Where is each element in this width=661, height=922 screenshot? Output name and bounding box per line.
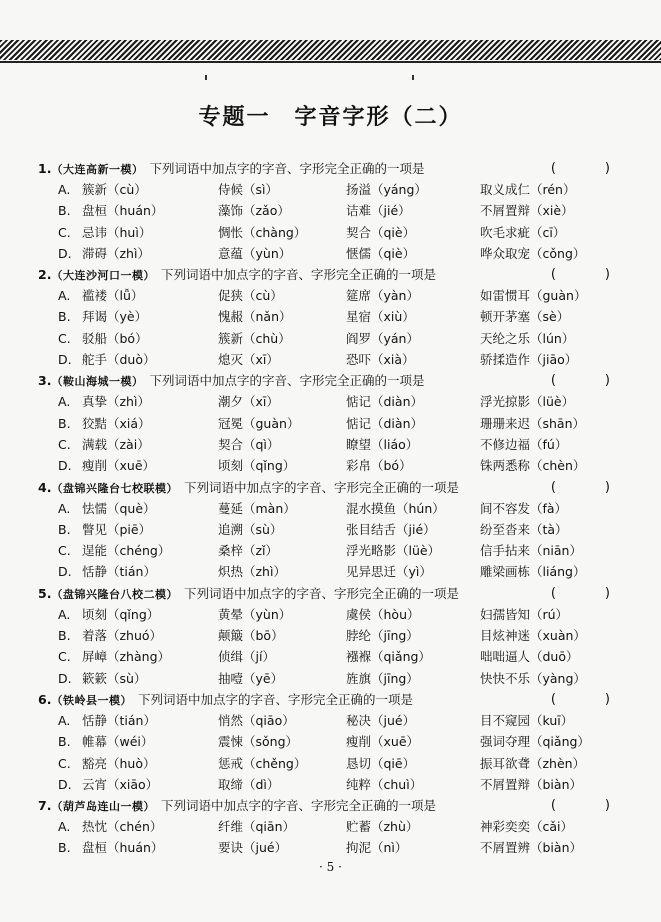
word-item: 诘难（jié） <box>346 203 411 219</box>
word-item: 蔓延（màn） <box>218 500 296 516</box>
option-label: B. <box>58 521 71 537</box>
word-item: 咄咄逼人（duō） <box>480 649 579 665</box>
question-stem: 下列词语中加点字的字音、字形完全正确的一项是 <box>160 798 436 814</box>
option-label: C. <box>58 649 71 665</box>
word-item: 贮蓄（zhù） <box>346 819 419 835</box>
word-item: 秘决（jué） <box>346 712 416 728</box>
question-source: （鞍山海城一模） <box>51 375 144 389</box>
option-label: B. <box>58 628 71 644</box>
word-item: 瘦削（xuē） <box>82 458 156 474</box>
word-item: 桑梓（zǐ） <box>218 543 279 559</box>
answer-blank: ( ) <box>550 798 628 814</box>
word-item: 要诀（jué） <box>218 840 288 856</box>
word-item: 浮光略影（lüè） <box>346 543 441 559</box>
option-label: C. <box>58 436 71 452</box>
option-row <box>38 285 638 306</box>
option-row <box>38 434 638 455</box>
word-item: 熄灭（xī） <box>218 352 279 368</box>
question-stem: 下列词语中加点字的字音、字形完全正确的一项是 <box>160 267 436 283</box>
question-header <box>38 795 638 816</box>
word-item: 追溯（sù） <box>218 521 283 537</box>
word-item: 忌讳（huì） <box>82 224 152 240</box>
word-item: 惦记（diàn） <box>346 415 423 431</box>
option-row <box>38 413 638 434</box>
question-stem: 下列词语中加点字的字音、字形完全正确的一项是 <box>183 585 459 601</box>
word-item: 如雷惯耳（guàn） <box>480 288 587 304</box>
question-stem: 下列词语中加点字的字音、字形完全正确的一项是 <box>137 691 413 707</box>
option-label: A. <box>58 819 71 835</box>
question-number: 7. <box>38 798 52 814</box>
word-item: 契合（qiè） <box>346 224 416 240</box>
page-number: · 5 · <box>319 860 342 874</box>
word-item: 不屑置辨（biàn） <box>480 840 582 856</box>
option-label: A. <box>58 500 71 516</box>
word-item: 旌旗（jīng） <box>346 670 419 686</box>
option-label: D. <box>58 245 72 261</box>
word-item: 意蕴（yùn） <box>218 245 292 261</box>
option-row <box>38 774 638 795</box>
option-row <box>38 731 638 752</box>
question-source: （盘锦兴隆台七校联模） <box>51 481 178 495</box>
option-label: D. <box>58 670 72 686</box>
question-stem: 下列词语中加点字的字音、字形完全正确的一项是 <box>149 373 425 389</box>
word-item: 顷刻（qǐng） <box>218 458 296 474</box>
word-item: 拜谒（yè） <box>82 309 148 325</box>
word-item: 狡黠（xiá） <box>82 415 151 431</box>
word-item: 促狭（cù） <box>218 288 283 304</box>
decorative-top-border <box>0 40 661 60</box>
option-row <box>38 753 638 774</box>
word-item: 神彩奕奕（cǎi） <box>480 819 574 835</box>
word-item: 藻饰（zǎo） <box>218 203 290 219</box>
question-header <box>38 370 638 391</box>
answer-blank: ( ) <box>550 373 628 389</box>
word-item: 筵席（yàn） <box>346 288 419 304</box>
question-number: 2. <box>38 267 52 283</box>
word-item: 纷至沓来（tà） <box>480 521 568 537</box>
answer-blank: ( ) <box>550 691 628 707</box>
word-item: 不屑置辩（biàn） <box>480 776 582 792</box>
word-item: 震悚（sǒng） <box>218 734 299 750</box>
word-item: 怯懦（què） <box>82 500 156 516</box>
word-item: 混水摸鱼（hún） <box>346 500 445 516</box>
question-source: （大连高新一模） <box>51 163 144 176</box>
option-label: B. <box>58 734 71 750</box>
word-item: 天纶之乐（lún） <box>480 330 575 346</box>
word-item: 取义成仁（rén） <box>480 182 576 197</box>
word-item: 铢两悉称（chèn） <box>480 458 586 474</box>
word-item: 逞能（chéng） <box>82 543 171 559</box>
word-item: 振耳欲聋（zhèn） <box>480 755 586 771</box>
word-item: 热忱（chén） <box>82 819 163 835</box>
option-label: C. <box>58 543 71 559</box>
word-item: 目炫神迷（xuàn） <box>480 628 586 644</box>
page-title: 专题一 字音字形（二） <box>198 104 463 130</box>
answer-blank: ( ) <box>550 479 628 495</box>
word-item: 星宿（xiù） <box>346 309 415 325</box>
answer-blank: ( ) <box>550 585 628 601</box>
option-row <box>38 328 638 349</box>
option-row <box>38 540 638 561</box>
word-item: 着落（zhuó） <box>82 628 163 644</box>
word-item: 拘泥（nì） <box>346 840 408 856</box>
option-row <box>38 306 638 327</box>
word-item: 脖纶（jīng） <box>346 628 419 644</box>
word-item: 瞥见（piē） <box>82 521 152 537</box>
word-item: 强词夺理（qiǎng） <box>480 734 590 750</box>
word-item: 不屑置辩（xiè） <box>480 203 574 219</box>
word-item: 浮光掠影（lüè） <box>480 394 575 410</box>
question-source: （大连沙河口一模） <box>51 269 155 283</box>
word-item: 契合（qì） <box>218 436 280 452</box>
question-header <box>38 583 638 604</box>
word-item: 真挚（zhì） <box>82 394 150 410</box>
word-item: 豁亮（huò） <box>82 755 156 771</box>
option-label: C. <box>58 224 71 240</box>
word-item: 惬儒（qiè） <box>346 245 416 261</box>
word-item: 帷幕（wéi） <box>82 734 154 750</box>
word-item: 褴褛（lǚ） <box>82 288 144 304</box>
word-item: 快快不乐（yàng） <box>480 670 586 686</box>
word-item: 扬溢（yáng） <box>346 182 427 197</box>
option-row <box>38 179 638 200</box>
option-row <box>38 604 638 625</box>
option-label: D. <box>58 352 72 368</box>
question-header <box>38 477 638 498</box>
word-item: 抽噎（yē） <box>218 670 284 686</box>
word-item: 张目结舌（jié） <box>346 521 436 537</box>
word-item: 取缔（dì） <box>218 776 280 792</box>
margin-tick-mark <box>412 75 414 80</box>
word-item: 屏嶂（zhàng） <box>82 649 171 665</box>
option-label: A. <box>58 394 71 410</box>
word-item: 簇新（cù） <box>82 182 147 197</box>
option-label: A. <box>58 288 71 304</box>
option-label: D. <box>58 458 72 474</box>
question-header <box>38 158 638 179</box>
option-row <box>38 710 638 731</box>
word-item: 间不容发（fà） <box>480 500 568 516</box>
option-row <box>38 625 638 646</box>
word-item: 舵手（duò） <box>82 352 156 368</box>
word-item: 恳切（qiē） <box>346 755 416 771</box>
word-item: 盘桓（huán） <box>82 203 164 219</box>
word-item: 满载（zài） <box>82 436 150 452</box>
word-item: 骄揉造作（jiāo） <box>480 352 578 368</box>
word-item: 云宵（xiāo） <box>82 776 159 792</box>
question-number: 5. <box>38 585 52 601</box>
word-item: 瞭望（liáo） <box>346 436 419 452</box>
option-row <box>38 498 638 519</box>
answer-blank: ( ) <box>550 161 628 176</box>
word-item: 纯粹（chuì） <box>346 776 423 792</box>
word-item: 顷刻（qǐng） <box>82 606 160 622</box>
word-item: 吹毛求疵（cī） <box>480 224 566 240</box>
option-label: A. <box>58 182 71 197</box>
word-item: 恐吓（xià） <box>346 352 415 368</box>
option-row <box>38 561 638 582</box>
option-row <box>38 519 638 540</box>
word-item: 信手拈来（niān） <box>480 543 582 559</box>
word-item: 侍候（sì） <box>218 182 278 197</box>
option-row <box>38 837 638 858</box>
word-item: 惩戒（chěng） <box>218 755 307 771</box>
question-stem: 下列词语中加点字的字音、字形完全正确的一项是 <box>149 161 425 176</box>
word-item: 见异思迁（yì） <box>346 564 432 580</box>
question-stem: 下列词语中加点字的字音、字形完全正确的一项是 <box>183 479 459 495</box>
answer-blank: ( ) <box>550 267 628 283</box>
question-number: 4. <box>38 479 52 495</box>
word-item: 顿开茅塞（sè） <box>480 309 570 325</box>
word-item: 雕梁画栋（liáng） <box>480 564 586 580</box>
word-item: 颠簸（bō） <box>218 628 284 644</box>
word-item: 惆怅（chàng） <box>218 224 307 240</box>
option-row <box>38 391 638 412</box>
option-row <box>38 816 638 837</box>
word-item: 驳船（bó） <box>82 330 148 346</box>
option-label: A. <box>58 606 71 622</box>
word-item: 哗众取宠（cǒng） <box>480 245 586 261</box>
option-row <box>38 668 638 689</box>
word-item: 簌簌（sù） <box>82 670 147 686</box>
word-item: 目不窥园（kuī） <box>480 712 574 728</box>
word-item: 冠冕（guàn） <box>218 415 300 431</box>
option-row <box>38 349 638 370</box>
option-row <box>38 243 638 264</box>
word-item: 纤维（qiān） <box>218 819 295 835</box>
word-item: 瘦削（xuē） <box>346 734 420 750</box>
option-row <box>38 455 638 476</box>
word-item: 不修边福（fú） <box>480 436 568 452</box>
word-item: 炽热（zhì） <box>218 564 286 580</box>
word-item: 盘桓（huán） <box>82 840 164 856</box>
word-item: 惦记（diàn） <box>346 394 423 410</box>
option-label: D. <box>58 776 72 792</box>
option-label: C. <box>58 330 71 346</box>
question-header <box>38 264 638 285</box>
option-label: D. <box>58 564 72 580</box>
word-item: 簇新（chù） <box>218 330 291 346</box>
word-item: 虞侯（hòu） <box>346 606 420 622</box>
question-number: 6. <box>38 691 52 707</box>
question-header <box>38 689 638 710</box>
word-item: 愧赧（nǎn） <box>218 309 292 325</box>
question-source: （葫芦岛连山一模） <box>51 800 155 814</box>
word-item: 襁褓（qiǎng） <box>346 649 431 665</box>
option-row <box>38 200 638 221</box>
word-item: 滞碍（zhì） <box>82 245 150 261</box>
option-row <box>38 646 638 667</box>
word-item: 珊珊来迟（shān） <box>480 415 586 431</box>
question-number: 3. <box>38 373 52 389</box>
word-item: 黄晕（yùn） <box>218 606 292 622</box>
word-item: 阎罗（yán） <box>346 330 419 346</box>
option-label: C. <box>58 755 71 771</box>
word-item: 侦缉（jí） <box>218 649 275 665</box>
word-item: 潮夕（xī） <box>218 394 279 410</box>
word-item: 悄然（qiāo） <box>218 712 295 728</box>
word-item: 恬静（tián） <box>82 564 156 580</box>
option-label: B. <box>58 840 71 856</box>
word-item: 恬静（tián） <box>82 712 156 728</box>
option-label: B. <box>58 309 71 325</box>
question-number: 1. <box>38 161 52 176</box>
word-item: 彩帛（bó） <box>346 458 412 474</box>
question-source: （盘锦兴隆台八校二模） <box>51 587 178 601</box>
margin-tick-mark <box>205 75 207 80</box>
question-source: （铁岭县一模） <box>51 693 132 707</box>
question-list <box>38 158 638 859</box>
option-label: B. <box>58 203 71 219</box>
option-label: A. <box>58 712 71 728</box>
option-label: B. <box>58 415 71 431</box>
word-item: 妇孺皆知（rú） <box>480 606 569 622</box>
option-row <box>38 222 638 243</box>
